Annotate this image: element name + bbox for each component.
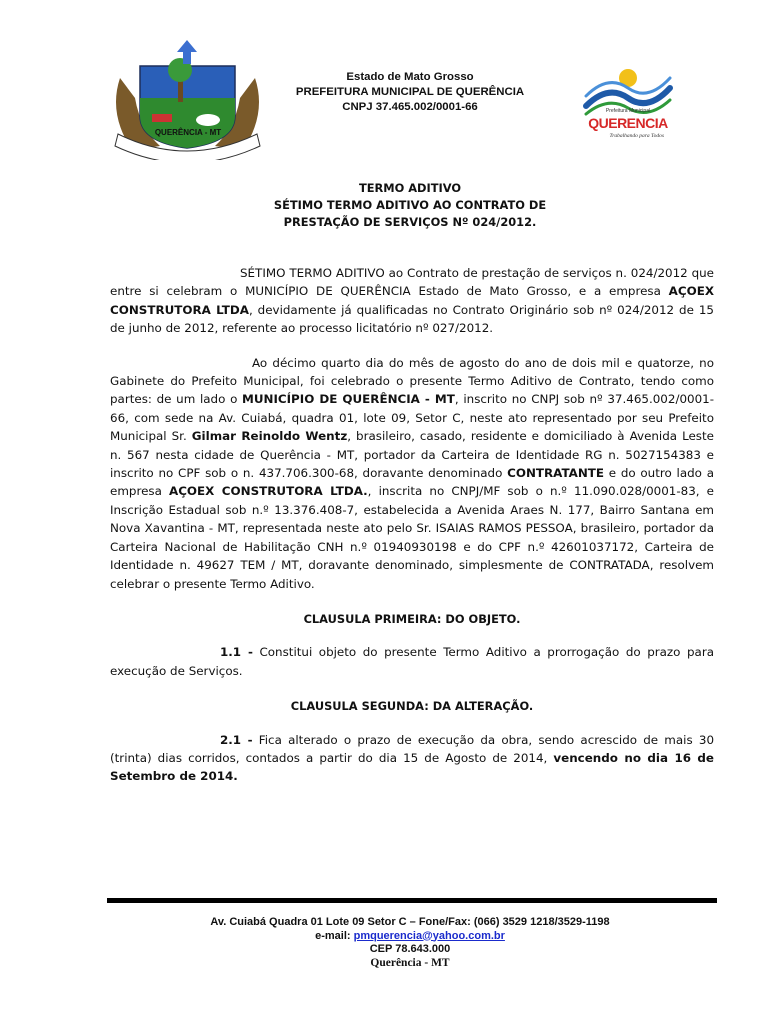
logo-small-text: Prefeitura Municipal (605, 108, 651, 114)
clause-number: 1.1 - (220, 645, 253, 660)
document-body (110, 264, 714, 786)
footer (140, 916, 680, 970)
footer-email-line (140, 930, 680, 944)
letterhead (260, 70, 560, 115)
text-span: e do outro lado a empresa (110, 466, 714, 499)
company-name: AÇOEX CONSTRUTORA LTDA. (169, 484, 368, 499)
document-title (160, 180, 660, 231)
footer-address: Av. Cuiabá Quadra 01 Lote 09 Setor C – Fone/Fax: (066) 3529 1218/3529-1198 (210, 916, 610, 928)
logo-name: QUERENCIA (588, 115, 668, 131)
prefeitura-name: PREFEITURA MUNICIPAL DE QUERÊNCIA (295, 86, 525, 98)
clause-1-text (110, 643, 714, 680)
logo-tagline: Trabalhando para Todos (609, 133, 664, 139)
crest-banner-text: QUERÊNCIA - MT (154, 128, 222, 137)
email-link[interactable]: pmquerencia@yahoo.com.br (353, 929, 505, 942)
company-name: AÇOEX CONSTRUTORA LTDA (110, 284, 714, 317)
clause-1-heading: CLAUSULA PRIMEIRA: DO OBJETO. (303, 611, 521, 626)
clause-number: 2.1 - (220, 732, 253, 747)
text-span: Constitui objeto do presente Termo Aditivo a prorrogação do prazo para execução de Serviços. (110, 645, 714, 678)
text-span: SÉTIMO TERMO ADITIVO ao Contrato de prestação de serviços n. 024/2012 que entre si celebram o MUNICÍPIO DE QUERÊNCIA Estado de Mato Grosso, e a empresa (110, 266, 714, 299)
municipality-name: MUNICÍPIO DE QUERÊNCIA - MT (242, 392, 455, 407)
cnpj: CNPJ 37.465.002/0001-66 (342, 101, 478, 113)
mayor-name: Gilmar Reinoldo Wentz (191, 429, 348, 444)
title-line-1: TERMO ADITIVO (358, 181, 462, 195)
text-span: Fica alterado o prazo de execução da obra, sendo acrescido de mais 30 (trinta) dias corridos, contados a partir do dia 15 de Agosto de 2014, (110, 732, 715, 765)
clause-2-text (110, 731, 714, 786)
title-line-3: PRESTAÇÃO DE SERVIÇOS Nº 024/2012. (283, 215, 537, 229)
footer-cep: CEP 78.643.000 (369, 943, 451, 955)
state-name: Estado de Mato Grosso (346, 71, 474, 83)
text-span: , inscrita no CNPJ/MF sob o n.º 11.090.028/0001-83, e Inscrição Estadual sob n.º 13.376.408-7, estabelecida a Avenida Araes N. 177, Bairro Santana em Nova Xavantina - MT, representada neste ato pelo Sr. ISAIAS RAMOS PESSOA, brasileiro, portador da Carteira Nacional de Habilitação CNH n.º 01940930198 e do CPF n.º 42601037172, Carteira de Identidade n. 49627 TEM / MT, doravante denominado, simplesmente de CONTRATADA, resolvem celebrar o presente Termo Aditivo. (110, 484, 714, 591)
contratante-label: CONTRATANTE (507, 466, 605, 481)
parties-paragraph (110, 354, 714, 593)
intro-paragraph (110, 264, 714, 338)
footer-divider (107, 898, 717, 903)
due-date: vencendo no dia 16 de Setembro de 2014. (110, 750, 714, 784)
footer-city: Querência - MT (370, 956, 450, 969)
email-label: e-mail: (315, 929, 354, 942)
municipal-crest-icon (100, 38, 275, 160)
text-span: , brasileiro, casado, residente e domiciliado à Avenida Leste n. 567 nesta cidade de Querência - MT, portador da Carteira de Identidade RG n. 5027154383 e inscrito no CPF sob o n. 437.706.300-68, doravante denominado (110, 429, 714, 481)
title-line-2: SÉTIMO TERMO ADITIVO AO CONTRATO DE (273, 198, 547, 212)
text-span: Ao décimo quarto dia do mês de agosto do ano de dois mil e quatorze, no Gabinete do Prefeito Municipal, foi celebrado o presente Termo Aditivo de Contrato, tendo como partes: de um lado o (110, 355, 714, 407)
clause-2-heading: CLAUSULA SEGUNDA: DA ALTERAÇÃO. (290, 699, 534, 714)
text-span: , inscrito no CNPJ sob nº 37.465.002/0001-66, com sede na Av. Cuiabá, quadra 01, lote 09, Setor C, neste ato representado por seu Prefeito Municipal Sr. (110, 392, 714, 444)
text-span: , devidamente já qualificadas no Contrato Originário sob nº 024/2012 de 15 de junho de 2012, referente ao processo licitatório nº 027/2012. (110, 302, 714, 336)
